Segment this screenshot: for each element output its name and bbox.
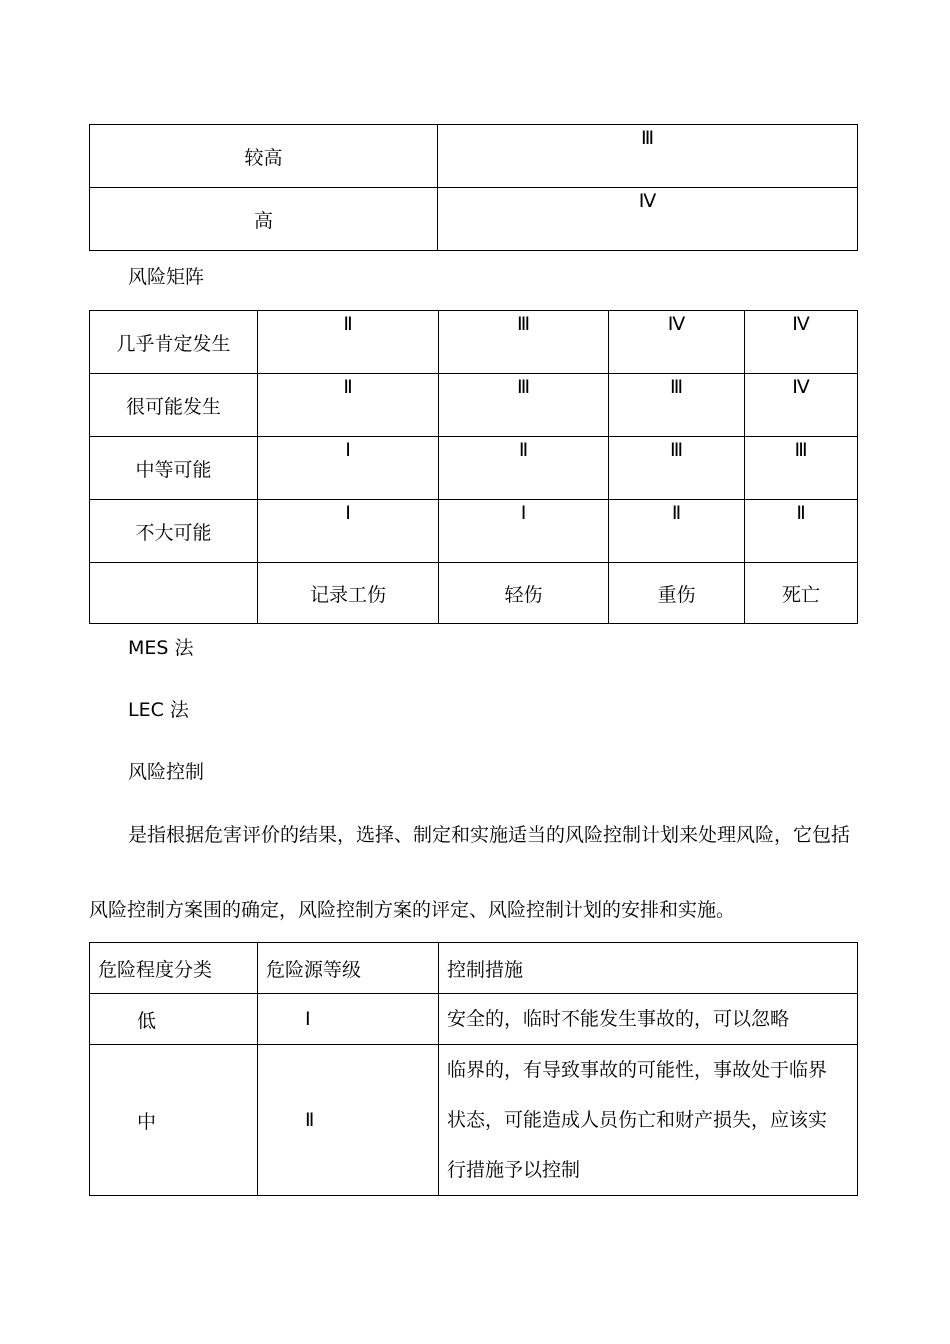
table-row [90,994,858,1045]
danger-class: 低 [90,994,258,1045]
table-row [90,437,858,500]
matrix-cell: Ⅲ [609,437,745,500]
measure-line: 安全的，临时不能发生事故的，可以忽略 [447,1008,790,1030]
likelihood-label: 很可能发生 [90,374,258,437]
risk-matrix-table [89,310,858,624]
mes-heading: MES 法 [128,637,194,659]
column-header: 控制措施 [439,943,858,994]
severity-label: 重伤 [609,563,745,624]
table-row [90,188,858,251]
matrix-cell: Ⅱ [258,374,439,437]
lec-heading: LEC 法 [128,699,189,721]
matrix-cell: Ⅱ [745,500,858,563]
empty-cell [90,563,258,624]
likelihood-label: 几乎肯定发生 [90,311,258,374]
paragraph-line: 风险控制方案围的确定，风险控制方案的评定、风险控制计划的安排和实施。 [89,899,736,921]
control-measure [439,994,858,1045]
matrix-cell: Ⅳ [609,311,745,374]
risk-matrix-heading: 风险矩阵 [128,266,205,288]
hazard-grade: Ⅰ [258,994,439,1045]
risk-label: 高 [90,188,438,251]
matrix-cell: Ⅱ [609,500,745,563]
matrix-cell: Ⅱ [439,437,609,500]
matrix-cell: Ⅱ [258,311,439,374]
column-header: 危险源等级 [258,943,439,994]
matrix-cell: Ⅰ [258,500,439,563]
hazard-grade: Ⅱ [258,1045,439,1196]
measure-line: 行措施予以控制 [447,1159,581,1181]
paragraph-line: 是指根据危害评价的结果，选择、制定和实施适当的风险控制计划来处理风险，它包括 [128,824,851,846]
matrix-cell: Ⅲ [439,374,609,437]
control-table [89,942,858,1196]
measure-line: 状态，可能造成人员伤亡和财产损失，应该实 [447,1109,828,1131]
risk-level: Ⅳ [438,188,858,251]
column-header: 危险程度分类 [90,943,258,994]
table-row [90,125,858,188]
table-row [90,563,858,624]
risk-level: Ⅲ [438,125,858,188]
likelihood-label: 不大可能 [90,500,258,563]
severity-label: 死亡 [745,563,858,624]
risk-control-heading: 风险控制 [128,761,205,783]
matrix-cell: Ⅲ [609,374,745,437]
matrix-cell: Ⅰ [439,500,609,563]
matrix-cell: Ⅲ [745,437,858,500]
matrix-cell: Ⅲ [439,311,609,374]
risk-label: 较高 [90,125,438,188]
table-header-row [90,943,858,994]
table-row [90,500,858,563]
danger-class: 中 [90,1045,258,1196]
table-row [90,1045,858,1196]
measure-line: 临界的，有导致事故的可能性，事故处于临界 [447,1059,828,1081]
table-row [90,374,858,437]
matrix-cell: Ⅳ [745,374,858,437]
severity-label: 轻伤 [439,563,609,624]
control-measure [439,1045,858,1196]
matrix-cell: Ⅰ [258,437,439,500]
table-row [90,311,858,374]
severity-label: 记录工伤 [258,563,439,624]
risk-level-table [89,124,858,251]
matrix-cell: Ⅳ [745,311,858,374]
likelihood-label: 中等可能 [90,437,258,500]
